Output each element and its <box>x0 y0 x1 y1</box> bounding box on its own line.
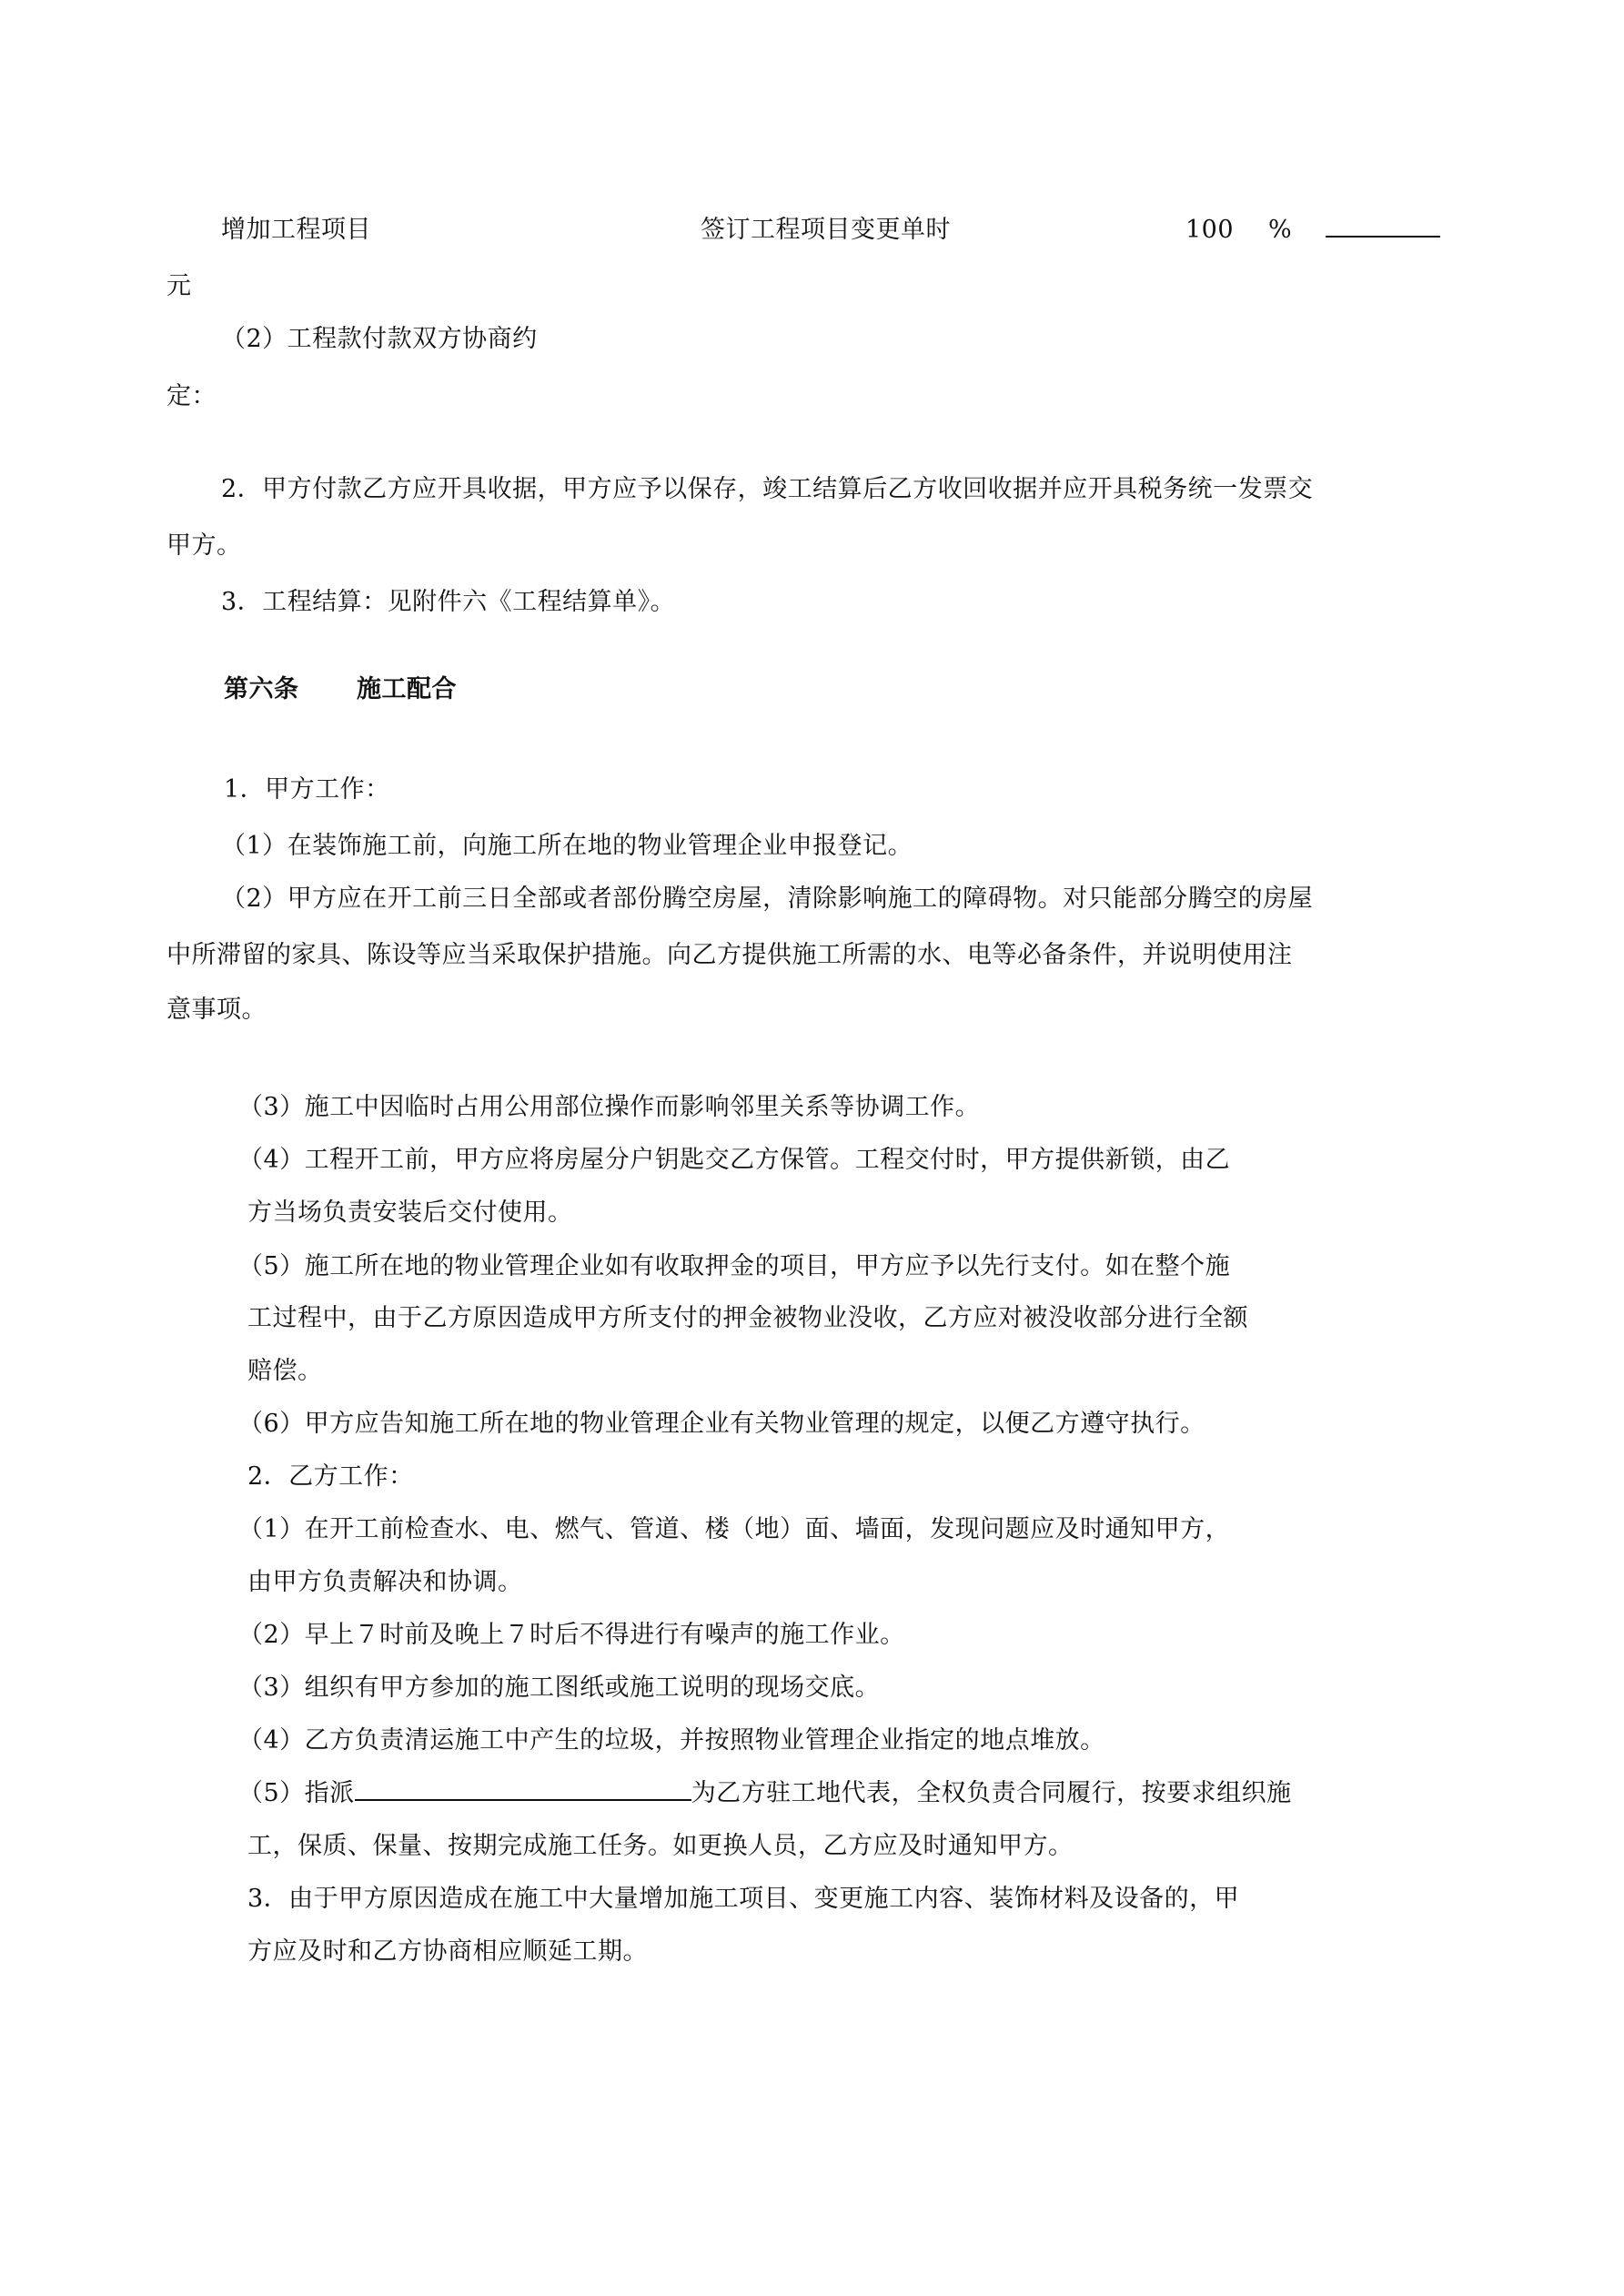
clause-2-line2: 甲方。 <box>166 531 242 560</box>
row-item-timing: 签订工程项目变更单时 <box>701 216 951 244</box>
row-item-name: 增加工程项目 <box>221 216 371 244</box>
payment-clause-line2: 定： <box>166 382 217 410</box>
party-b-item-3: （3）组织有甲方参加的施工图纸或施工说明的现场交底。 <box>238 1674 881 1702</box>
payment-clause-line1: （2）工程款付款双方协商约 <box>221 325 538 353</box>
party-a-item-6: （6）甲方应告知施工所在地的物业管理企业有关物业管理的规定，以便乙方遵守执行。 <box>238 1410 1205 1438</box>
party-b-item-2: （2）早上７时前及晚上７时后不得进行有噪声的施工作业。 <box>238 1621 905 1649</box>
party-a-heading: 1．甲方工作： <box>224 775 390 804</box>
clause-3-delay-line2: 方应及时和乙方协商相应顺延工期。 <box>247 1937 648 1966</box>
section-number: 第六条 <box>224 675 299 703</box>
section-title: 施工配合 <box>357 675 457 703</box>
party-a-item-2-line1: （2）甲方应在开工前三日全部或者部份腾空房屋，清除影响施工的障碍物。对只能部分腾空的房屋 <box>221 885 1314 913</box>
party-b-item-5-line1 <box>238 1778 1292 1809</box>
party-b-item-4: （4）乙方负责清运施工中产生的垃圾，并按照物业管理企业指定的地点堆放。 <box>238 1726 1105 1755</box>
row-item-percent-sign: % <box>1268 216 1293 244</box>
clause-2-line1: 2．甲方付款乙方应开具收据，甲方应予以保存，竣工结算后乙方收回收据并应开具税务统一发票交 <box>221 475 1314 503</box>
party-a-item-2-line2: 中所滞留的家具、陈设等应当采取保护措施。向乙方提供施工所需的水、电等必备条件，并说明使用注 <box>166 941 1293 969</box>
amount-blank-field[interactable] <box>1326 215 1440 246</box>
party-a-item-5-line3: 赔偿。 <box>247 1357 323 1385</box>
party-a-item-1: （1）在装饰施工前，向施工所在地的物业管理企业申报登记。 <box>221 832 913 860</box>
clause-3-delay-line1: 3．由于甲方原因造成在施工中大量增加施工项目、变更施工内容、装饰材料及设备的，甲 <box>247 1885 1240 1913</box>
party-a-item-4-line1: （4）工程开工前，甲方应将房屋分户钥匙交乙方保管。工程交付时，甲方提供新锁，由乙 <box>238 1146 1231 1174</box>
party-a-item-3: （3）施工中因临时占用公用部位操作而影响邻里关系等协调工作。 <box>238 1093 981 1121</box>
row-item-unit: 元 <box>166 272 192 300</box>
clause-3-settlement: 3．工程结算：见附件六《工程结算单》。 <box>221 588 676 616</box>
party-b-item-5-prefix: （5）指派 <box>238 1779 355 1807</box>
representative-name-blank[interactable] <box>355 1779 691 1801</box>
party-b-heading: 2．乙方工作： <box>247 1462 414 1491</box>
party-b-item-5-suffix: 为乙方驻工地代表，全权负责合同履行，按要求组织施 <box>691 1779 1292 1807</box>
row-item-percent: 100 <box>1185 216 1235 244</box>
party-a-item-4-line2: 方当场负责安装后交付使用。 <box>247 1199 573 1227</box>
party-a-item-2-line3: 意事项。 <box>166 996 267 1024</box>
party-b-item-1-line1: （1）在开工前检查水、电、燃气、管道、楼（地）面、墙面，发现问题应及时通知甲方， <box>238 1515 1231 1543</box>
party-a-item-5-line1: （5）施工所在地的物业管理企业如有收取押金的项目，甲方应予以先行支付。如在整个施 <box>238 1252 1231 1280</box>
party-b-item-5-line2: 工，保质、保量、按期完成施工任务。如更换人员，乙方应及时通知甲方。 <box>247 1832 1074 1860</box>
party-a-item-5-line2: 工过程中，由于乙方原因造成甲方所支付的押金被物业没收，乙方应对被没收部分进行全额 <box>247 1304 1248 1332</box>
party-b-item-1-line2: 由甲方负责解决和协调。 <box>247 1568 523 1596</box>
